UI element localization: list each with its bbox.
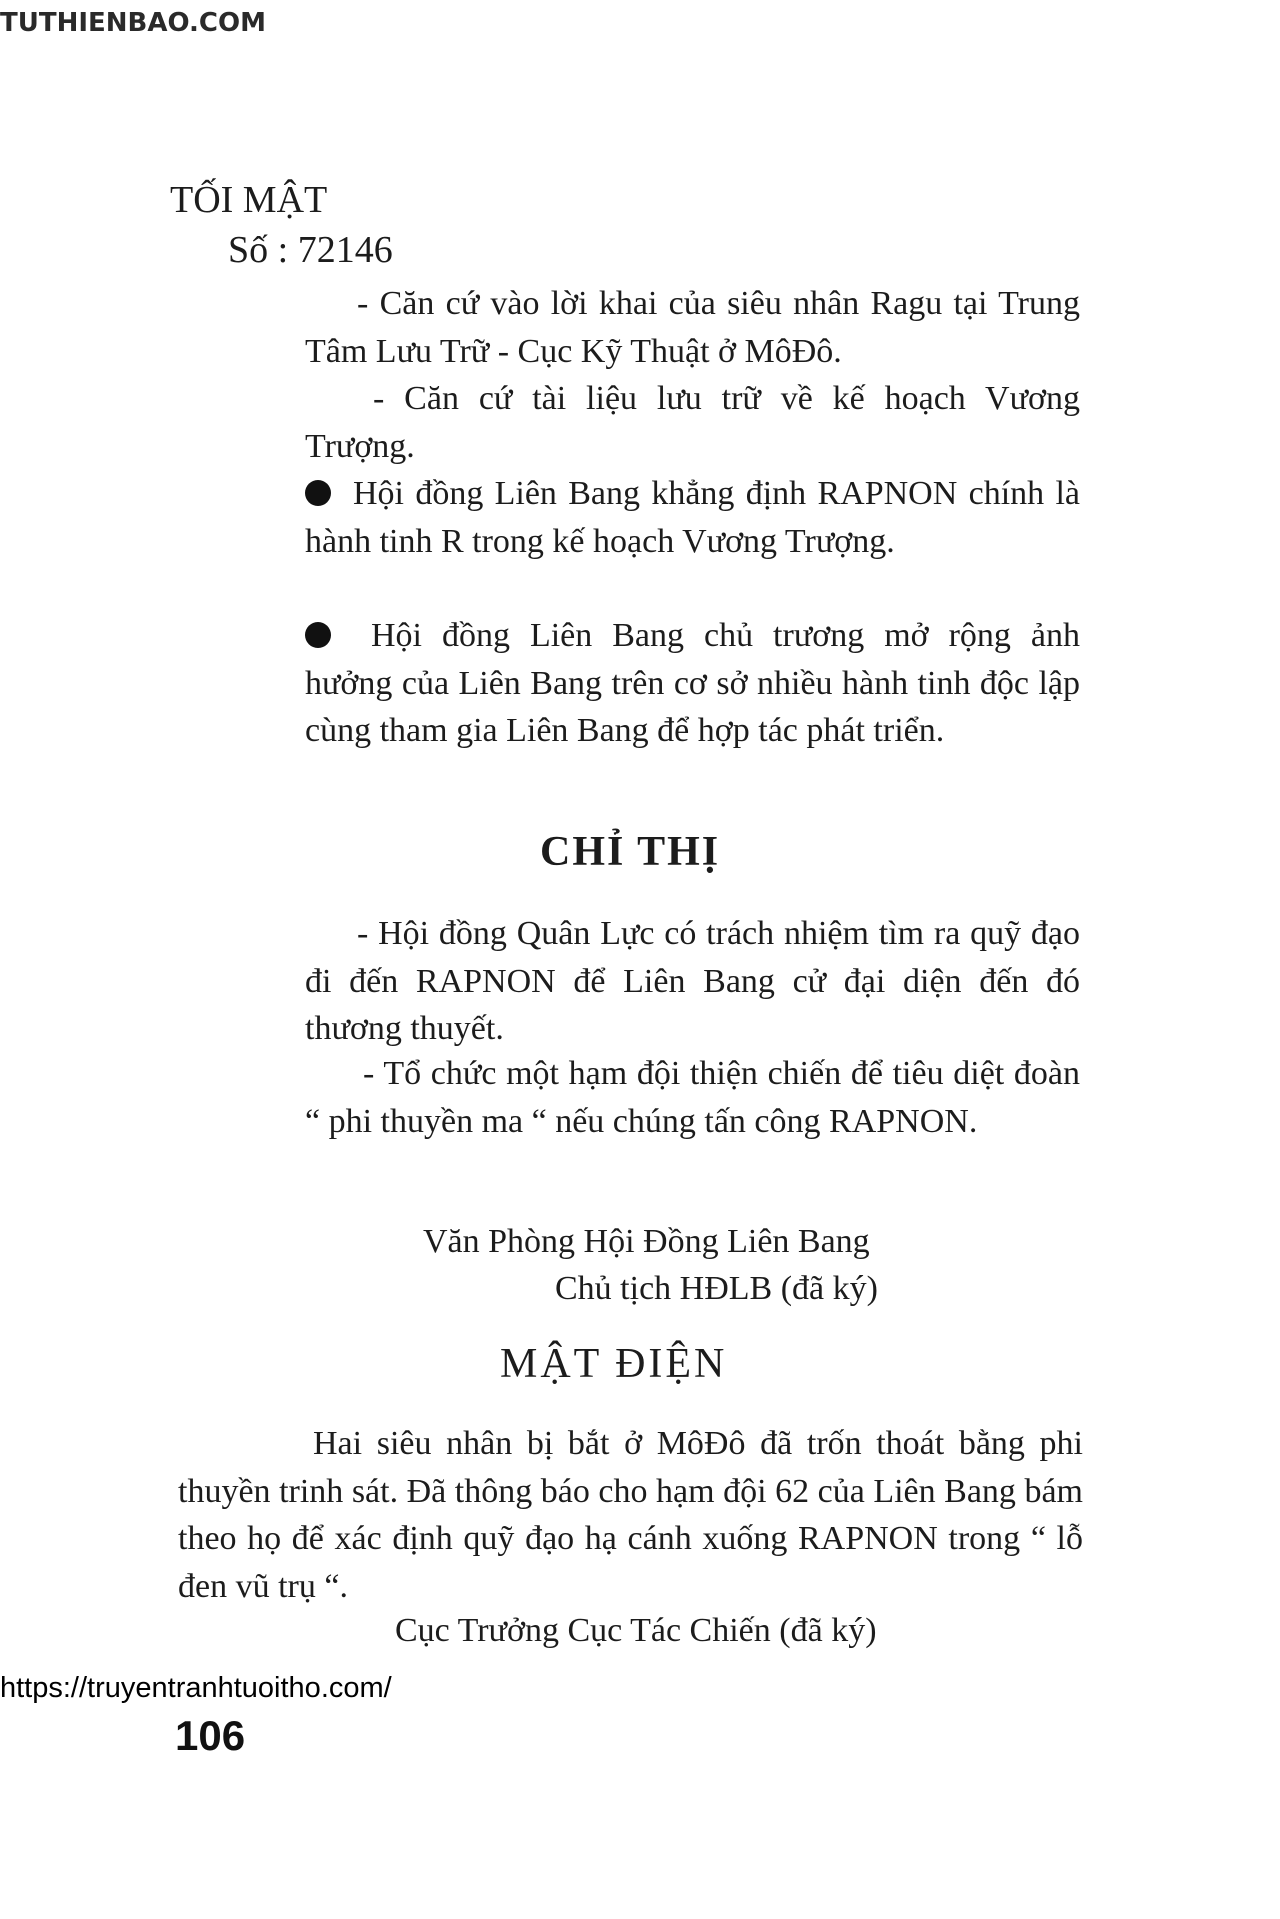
telegram-body: Hai siêu nhân bị bắt ở MôĐô đã trốn thoát bằng phi thuyền trinh sát. Đã thông báo cho hạm đội 62 của Liên Bang bám theo họ để xác định quỹ đạo hạ cánh xuống RAPNON trong “ lỗ đen vũ trụ “. <box>178 1425 1083 1605</box>
signature-name: Chủ tịch HĐLB (đã ký) <box>555 1270 878 1307</box>
telegram-signature: Cục Trưởng Cục Tác Chiến (đã ký) <box>395 1612 877 1649</box>
intro-line-1: - Căn cứ vào lời khai của siêu nhân Ragu tại Trung Tâm Lưu Trữ - Cục Kỹ Thuật ở MôĐô. <box>305 285 1080 370</box>
bullet-icon <box>305 480 331 506</box>
directive-item-1: - Hội đồng Quân Lực có trách nhiệm tìm ra quỹ đạo đi đến RAPNON để Liên Bang cử đại diện đến đó thương thuyết. <box>305 915 1080 1047</box>
signature-office: Văn Phòng Hội Đồng Liên Bang <box>423 1223 870 1260</box>
directive-item-2: - Tổ chức một hạm đội thiện chiến để tiêu diệt đoàn “ phi thuyền ma “ nếu chúng tấn công RAPNON. <box>305 1055 1080 1140</box>
directive-heading: CHỈ THỊ <box>540 829 721 875</box>
intro-line-2: - Căn cứ tài liệu lưu trữ về kế hoạch Vương Trượng. <box>305 380 1080 465</box>
classification-label: TỐI MẬT <box>170 179 328 221</box>
document-number: Số : 72146 <box>228 229 393 271</box>
page-number: 106 <box>175 1712 246 1759</box>
bullet-item-1 <box>305 470 1080 565</box>
bullet-icon <box>305 622 331 648</box>
bullet-text-2: Hội đồng Liên Bang chủ trương mở rộng ảnh hưởng của Liên Bang trên cơ sở nhiều hành tinh độc lập cùng tham gia Liên Bang để hợp tác phát triển. <box>305 617 1080 749</box>
bullet-item-2 <box>305 612 1080 755</box>
source-url: https://truyentranhtuoitho.com/ <box>0 1672 392 1704</box>
watermark: TUTHIENBAO.COM <box>0 8 266 38</box>
bullet-text-1: Hội đồng Liên Bang khẳng định RAPNON chính là hành tinh R trong kế hoạch Vương Trượng. <box>305 475 1080 560</box>
telegram-heading: MẬT ĐIỆN <box>500 1341 728 1387</box>
